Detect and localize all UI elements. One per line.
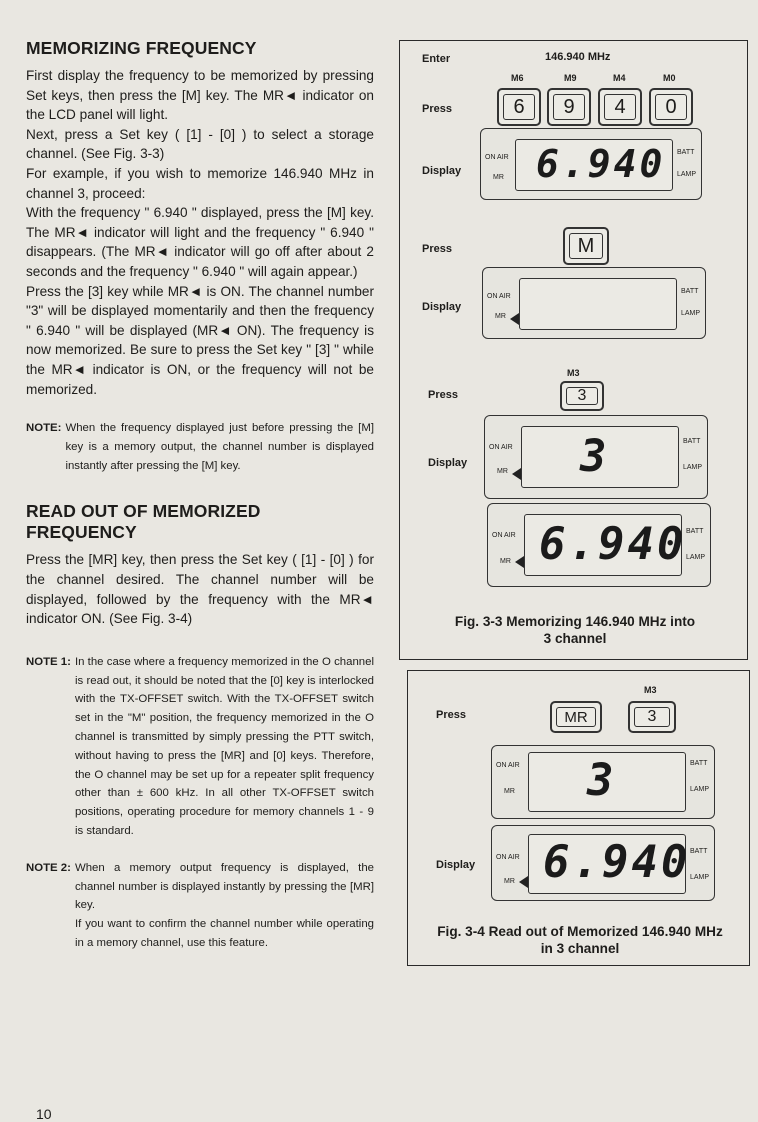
display-label-2: Display [422,301,462,313]
lcd-frequency: 6.940 [536,142,666,186]
mr-indicator [515,556,524,568]
display-label-1: Display [422,165,462,177]
readout-heading: READ OUT OF MEMORIZED FREQUENCY [26,501,261,543]
readout-para: Press the [MR] key, then press the Set key ( [1] - [0] ) for the channel desired. The channel number will be displayed, followed by the frequency with the MR◄ indicator ON. (See Fig. 3-4) [26,552,374,627]
note2-text: When a memory output frequency is displayed, the channel number is displayed instantly by pressing the [MR] key. [74,861,374,912]
display-label-3: Display [428,457,468,469]
lcd-display-b: ON AIR MR BATT LAMP 6.940 [491,825,715,901]
note1-text: In the case where a frequency memorized in the O channel is read out, it should be noted that the [0] key is interlocked with the TX-OFFSET switch. With the TX-OFFSET switch set in the "M" position, the frequency memorized in the O channel is transmitted by simply pressing the PTT switch, without having to press the [MR] and [0] keys. Therefore, the O channel may be set up for a repeater split frequency other than ± 600 kHz. In all other TX-OFFSET switch positions, operating procedure for memory channels 1 - 9 is standard. [74,655,374,838]
key-tag-m3: M3 [567,368,580,378]
enter-frequency: 146.940 MHz [545,51,611,63]
press-label: Press [436,709,466,721]
note-text: When the frequency displayed just before pressing the [M] key is a memory output, the channel number is displayed instantly after pressing the [M] key. [65,422,374,472]
figure-3-3-caption: Fig. 3-3 Memorizing 146.940 MHz into 3 channel [454,614,696,646]
set-key-0[interactable]: 0 [649,88,693,126]
left-column [26,38,374,953]
lcd-channel: 3 [587,755,617,806]
mr-key[interactable]: MR [550,701,602,733]
enter-label: Enter [422,53,451,65]
key-tag-m4: M4 [613,73,626,83]
memory-key[interactable]: M [563,227,609,265]
memorizing-para-4: With the frequency " 6.940 " displayed, press the [M] key. The MR◄ indicator will light and the frequency " 6.940 " disappears. (The MR◄ indicator will go off after about 2 seconds and the frequency " 6.940 " will again appear.) [26,205,374,279]
press-label-2: Press [422,243,452,255]
memorizing-para-1: First display the frequency to be memorized by pressing Set keys, then press the [M] key. The MR◄ indicator on the LCD panel will light. [26,68,374,123]
key-tag-m9: M9 [564,73,577,83]
memorizing-para-2: Next, press a Set key ( [1] - [0] ) to select a storage channel. (See Fig. 3-3) [26,126,374,162]
figure-3-3 [399,40,748,660]
display-label: Display [436,859,476,871]
lcd-frequency: 6.940 [539,519,687,570]
key-tag-m0: M0 [663,73,676,83]
mr-indicator [519,876,528,888]
press-label-1: Press [422,103,452,115]
set-key-3[interactable]: 3 [628,701,676,733]
readout-note-2 [26,859,374,953]
note1-label: NOTE 1: [26,655,71,668]
set-key-4[interactable]: 4 [598,88,642,126]
memorizing-heading: MEMORIZING FREQUENCY [26,38,257,58]
key-tag-m3: M3 [644,685,657,695]
lcd-display-2: ON AIR MR BATT LAMP [482,267,706,339]
lcd-channel: 3 [580,431,610,482]
readout-note-1 [26,653,374,841]
lcd-frequency: 6.940 [543,837,691,888]
lcd-display-1: ON AIR MR BATT LAMP 6.940 [480,128,702,200]
lcd-display-3: ON AIR MR BATT LAMP 3 [484,415,708,499]
memorizing-para-5: Press the [3] key while MR◄ is ON. The channel number "3" will be displayed momentarily and then the frequency " 6.940 " will be displayed (MR◄ ON). The frequency is now memorized. Be sure to press the Set key " [3] " while the MR◄ indicator is ON, or the frequency will not be memorized. [26,283,374,397]
note-label: NOTE: [26,422,62,435]
page-number: 10 [36,1106,52,1122]
set-key-9[interactable]: 9 [547,88,591,126]
memorizing-para-3: For example, if you wish to memorize 146.940 MHz in channel 3, proceed: [26,165,374,201]
mr-indicator [512,468,521,480]
press-label-3: Press [428,389,458,401]
figure-3-4 [407,670,750,966]
mr-indicator [510,313,519,325]
key-tag-m6: M6 [511,73,524,83]
note2-text-b: If you want to confirm the channel number while operating in a memory channel, use this feature. [74,918,374,950]
note2-label: NOTE 2: [26,861,71,874]
set-key-6[interactable]: 6 [497,88,541,126]
memorizing-note [26,419,374,475]
set-key-3[interactable]: 3 [560,381,604,411]
lcd-display-a: ON AIR MR BATT LAMP 3 [491,745,715,819]
figure-3-4-caption: Fig. 3-4 Read out of Memorized 146.940 MHz in 3 channel [437,924,723,956]
lcd-display-4: ON AIR MR BATT LAMP 6.940 [487,503,711,587]
